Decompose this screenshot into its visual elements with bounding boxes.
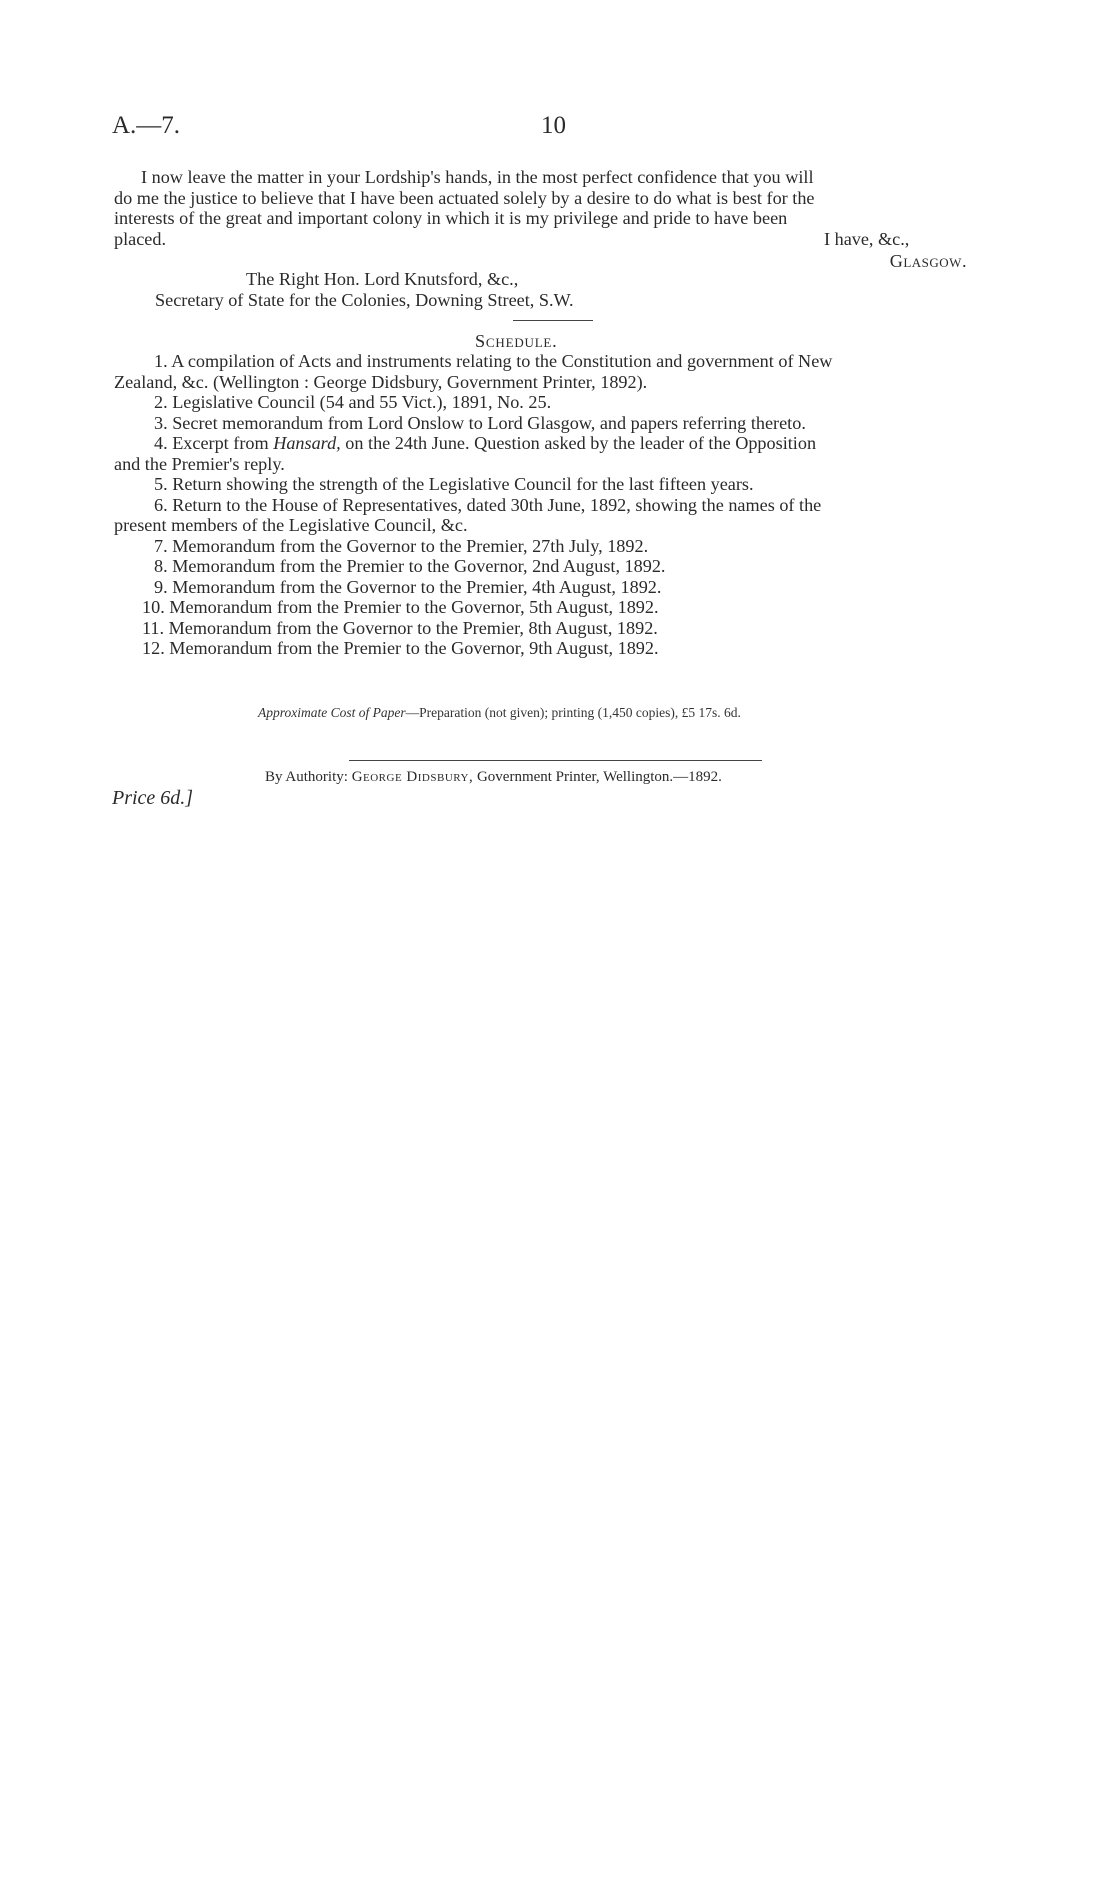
item-number: 6. — [154, 494, 168, 515]
schedule-item — [114, 474, 1007, 495]
page-number: 10 — [541, 112, 566, 139]
cost-label: Approximate Cost of Paper — [258, 705, 406, 720]
printer-authority — [265, 769, 722, 786]
approximate-cost — [258, 705, 741, 721]
item-number: 1. — [154, 351, 168, 371]
schedule-item — [114, 556, 1007, 577]
item-number: 4. — [154, 433, 168, 453]
item-number: 11. — [142, 617, 165, 638]
paragraph-line-2: do me the justice to believe that I have been actuated solely by a desire to do what is best for the — [114, 187, 815, 208]
item-text: Legislative Council (54 and 55 Vict.), 1891, No. 25. — [172, 392, 552, 412]
item-number: 10. — [142, 597, 165, 617]
printer-name: George Didsbury, — [351, 769, 474, 785]
authority-prefix: By Authority: — [265, 769, 352, 785]
item-text: Memorandum from the Governor to the Premier, 27th July, 1892. — [172, 535, 649, 556]
addressee-name: The Right Hon. Lord Knutsford, &c., — [246, 269, 519, 289]
item-text: Memorandum from the Premier to the Governor, 5th August, 1892. — [169, 597, 659, 617]
schedule-list — [114, 351, 1007, 659]
item-number: 2. — [154, 392, 168, 412]
item-number: 3. — [154, 412, 168, 433]
item-text: Memorandum from the Premier to the Governor, 9th August, 1892. — [169, 638, 659, 658]
item-text: Memorandum from the Governor to the Premier, 8th August, 1892. — [168, 617, 658, 638]
hansard-title: Hansard, — [273, 433, 341, 453]
paragraph-line-1: I now leave the matter in your Lordship's hands, in the most perfect confidence that you will — [141, 167, 814, 187]
item-text: Memorandum from the Governor to the Premier, 4th August, 1892. — [172, 576, 662, 597]
signature: Glasgow. — [889, 251, 967, 271]
item-text: Return to the House of Representatives, dated 30th June, 1892, showing the names of the — [172, 494, 822, 515]
schedule-item — [114, 577, 1007, 598]
item-continuation: and the Premier's reply. — [114, 453, 285, 474]
schedule-item — [114, 392, 1007, 413]
item-number: 7. — [154, 535, 168, 556]
schedule-item — [114, 413, 1007, 434]
item-number: 9. — [154, 576, 168, 597]
item-text: Secret memorandum from Lord Onslow to Lord Glasgow, and papers referring thereto. — [172, 412, 806, 433]
item-number: 5. — [154, 474, 168, 494]
item-number: 8. — [154, 556, 168, 576]
authority-divider — [349, 760, 762, 761]
item-text: A compilation of Acts and instruments relating to the Constitution and government of New — [171, 351, 833, 371]
letter-paragraph — [114, 167, 1007, 229]
closing-phrase: I have, &c., — [824, 229, 910, 249]
item-text-prefix: Excerpt from — [172, 433, 274, 453]
item-text: Memorandum from the Premier to the Governor, 2nd August, 1892. — [172, 556, 666, 576]
paper-reference: A.—7. — [112, 112, 181, 139]
paragraph-line-3: interests of the great and important colony in which it is my privilege and pride to have been — [114, 208, 788, 228]
schedule-item — [114, 495, 1007, 536]
schedule-item — [114, 433, 1007, 474]
paragraph-end: placed. — [114, 229, 167, 249]
price: Price 6d.] — [112, 787, 194, 809]
item-number: 12. — [142, 638, 165, 658]
authority-suffix: Government Printer, Wellington.—1892. — [473, 769, 722, 785]
cost-text: —Preparation (not given); printing (1,450 copies), £5 17s. 6d. — [405, 705, 741, 720]
schedule-heading: Schedule. — [475, 331, 558, 351]
schedule-divider — [513, 320, 593, 321]
item-text: Return showing the strength of the Legislative Council for the last fifteen years. — [172, 474, 754, 494]
schedule-item — [114, 618, 1007, 639]
schedule-item — [114, 638, 1007, 659]
schedule-item — [114, 351, 1007, 392]
item-continuation: Zealand, &c. (Wellington : George Didsbury, Government Printer, 1892). — [114, 371, 648, 392]
addressee-title: Secretary of State for the Colonies, Downing Street, S.W. — [155, 290, 574, 310]
schedule-item — [114, 597, 1007, 618]
schedule-item — [114, 536, 1007, 557]
item-continuation: present members of the Legislative Council, &c. — [114, 515, 468, 535]
item-text: on the 24th June. Question asked by the leader of the Opposition — [340, 433, 817, 453]
